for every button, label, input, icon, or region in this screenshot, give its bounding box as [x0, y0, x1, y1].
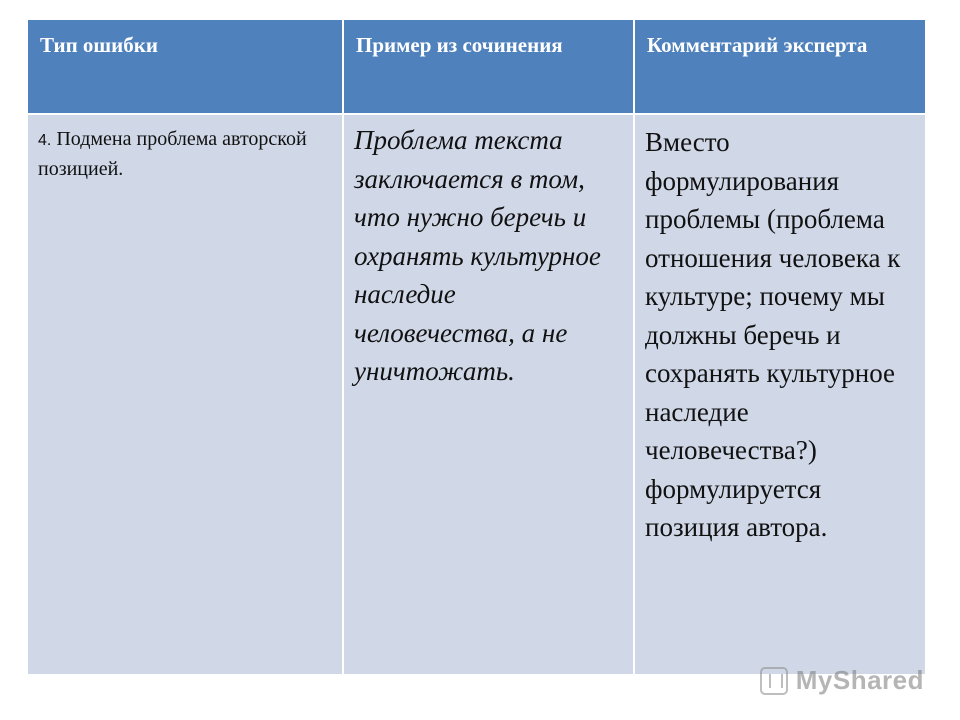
- table-row: [27, 114, 926, 675]
- error-analysis-table: [26, 18, 927, 676]
- error-type-text: Подмена проблема авторской позицией.: [38, 128, 307, 180]
- cell-expert-comment: Вместо формулирования проблемы (проблема отношения человека к культуре; почему мы должны беречь и сохранять культурное наследие человечества?) формулируется позиция автора.: [634, 114, 926, 675]
- header-essay-example: Пример из сочинения: [343, 19, 634, 114]
- header-expert-comment: Комментарий эксперта: [634, 19, 926, 114]
- cell-essay-example: Проблема текста заключается в том, что нужно беречь и охранять культурное наследие человечества, а не уничтожать.: [343, 114, 634, 675]
- table-header-row: [27, 19, 926, 114]
- cell-error-type: [27, 114, 343, 675]
- watermark-text: MyShared: [795, 665, 924, 695]
- myshared-logo-icon: [760, 667, 788, 695]
- error-number: 4.: [38, 132, 52, 149]
- header-error-type: Тип ошибки: [27, 19, 343, 114]
- myshared-watermark: [760, 665, 924, 696]
